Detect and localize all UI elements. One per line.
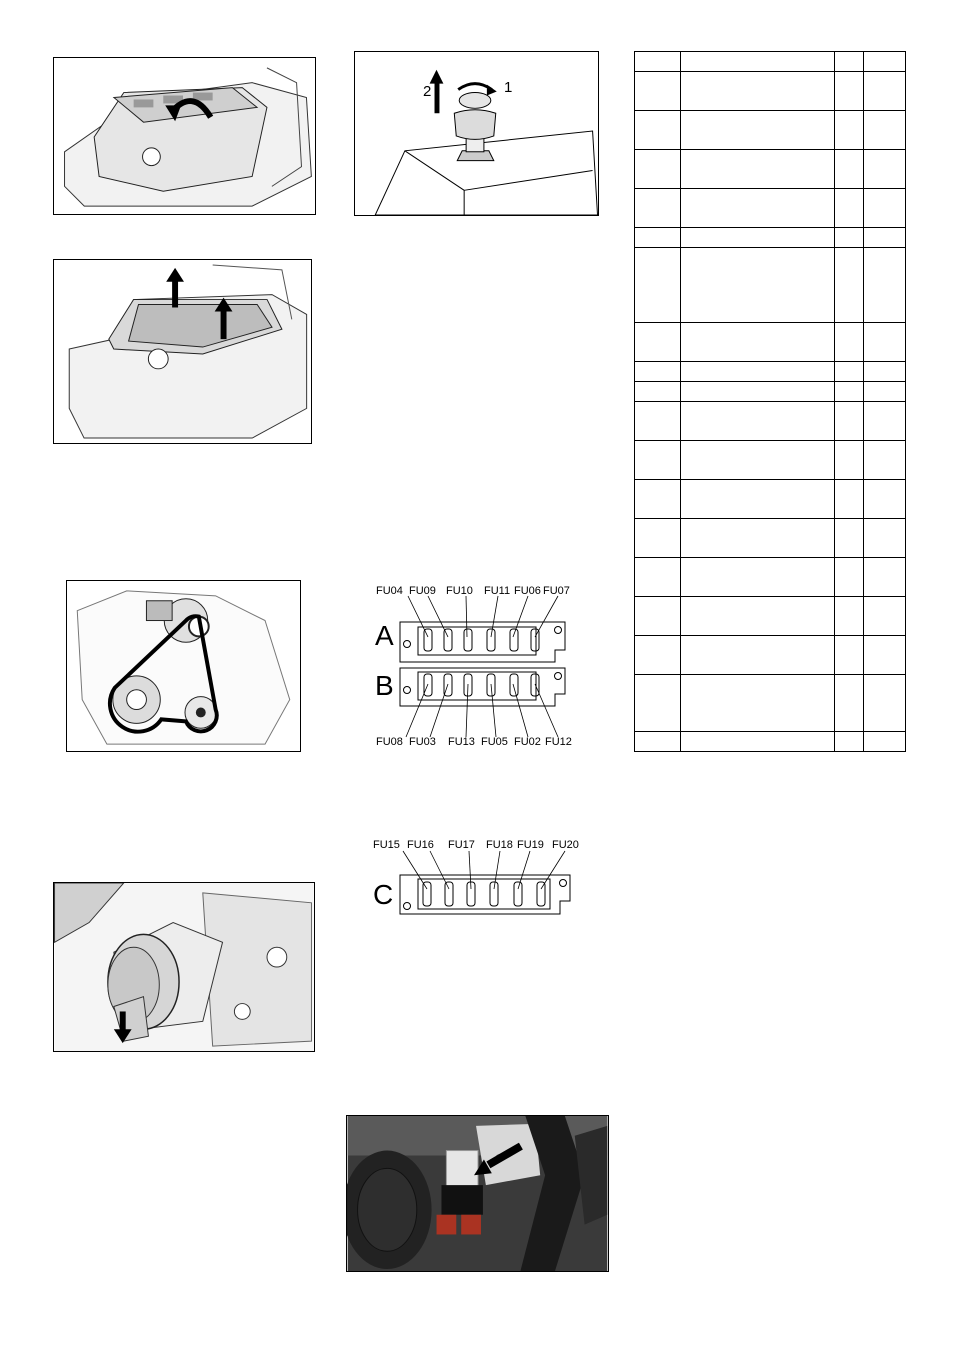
table-cell — [635, 558, 681, 597]
table-cell — [635, 519, 681, 558]
relay-photo-drawing — [347, 1116, 608, 1271]
table-cell — [635, 382, 681, 402]
step-2-label: 2 — [423, 83, 432, 100]
fuse-label: FU07 — [543, 585, 570, 597]
table-row — [635, 52, 906, 72]
fuse-label: FU09 — [409, 585, 436, 597]
fuse-label: FU02 — [514, 736, 541, 748]
step-1-label: 1 — [504, 79, 513, 96]
table-cell — [835, 72, 864, 111]
fuse-label: FU16 — [407, 839, 434, 851]
table-cell — [680, 441, 834, 480]
fuse-label: FU04 — [376, 585, 403, 597]
drive-belt-figure — [66, 580, 301, 752]
table-row — [635, 362, 906, 382]
table-row — [635, 72, 906, 111]
table-row — [635, 636, 906, 675]
table-cell — [864, 558, 906, 597]
table-cell — [635, 189, 681, 228]
table-row — [635, 111, 906, 150]
table-row — [635, 150, 906, 189]
table-cell — [635, 150, 681, 189]
table-cell — [680, 362, 834, 382]
air-filter-drawing — [54, 883, 314, 1051]
fuse-box-ab-diagram — [370, 582, 580, 752]
table-cell — [635, 636, 681, 675]
table-cell — [864, 441, 906, 480]
table-cell — [864, 72, 906, 111]
table-cell — [864, 52, 906, 72]
table-cell — [680, 519, 834, 558]
table-cell — [864, 732, 906, 752]
table-cell — [835, 111, 864, 150]
fuse-label: FU05 — [481, 736, 508, 748]
cabin-filter-removal-drawing — [54, 260, 311, 443]
table-cell — [680, 72, 834, 111]
fuse-label: FU03 — [409, 736, 436, 748]
table-row — [635, 441, 906, 480]
table-cell — [680, 636, 834, 675]
table-cell — [835, 248, 864, 323]
table-cell — [635, 732, 681, 752]
table-cell — [835, 675, 864, 732]
table-row — [635, 402, 906, 441]
table-cell — [835, 402, 864, 441]
table-cell — [680, 248, 834, 323]
fuse-label: FU19 — [517, 839, 544, 851]
table-cell — [680, 52, 834, 72]
table-cell — [680, 597, 834, 636]
fuse-row-b-letter: B — [375, 670, 394, 701]
cabin-filter-cover-figure — [53, 57, 316, 215]
table-cell — [835, 558, 864, 597]
table-cell — [864, 675, 906, 732]
fuse-label: FU10 — [446, 585, 473, 597]
table-row — [635, 228, 906, 248]
table-cell — [635, 441, 681, 480]
table-cell — [835, 480, 864, 519]
table-cell — [635, 248, 681, 323]
cabin-filter-removal-figure — [53, 259, 312, 444]
table-cell — [864, 150, 906, 189]
table-cell — [680, 111, 834, 150]
table-cell — [680, 558, 834, 597]
table-cell — [635, 111, 681, 150]
fuse-row-a-letter: A — [375, 620, 394, 651]
table-row — [635, 248, 906, 323]
table-row — [635, 323, 906, 362]
reservoir-cap-drawing — [355, 52, 598, 215]
fuse-label: FU18 — [486, 839, 513, 851]
table-cell — [635, 402, 681, 441]
fuse-label: FU20 — [552, 839, 579, 851]
table-row — [635, 558, 906, 597]
table-cell — [835, 597, 864, 636]
table-cell — [680, 189, 834, 228]
table-cell — [864, 228, 906, 248]
table-cell — [680, 480, 834, 519]
fuse-label: FU15 — [373, 839, 400, 851]
table-cell — [680, 402, 834, 441]
table-cell — [864, 480, 906, 519]
fuse-table — [634, 51, 906, 752]
table-cell — [835, 732, 864, 752]
fuse-label: FU13 — [448, 736, 475, 748]
cabin-filter-cover-drawing — [54, 58, 315, 214]
table-cell — [835, 189, 864, 228]
table-cell — [835, 52, 864, 72]
table-row — [635, 382, 906, 402]
fuse-label: FU12 — [545, 736, 572, 748]
table-cell — [680, 228, 834, 248]
table-row — [635, 732, 906, 752]
fuse-box-c-drawing — [370, 837, 580, 922]
table-cell — [635, 52, 681, 72]
table-cell — [635, 323, 681, 362]
table-cell — [835, 636, 864, 675]
table-cell — [635, 228, 681, 248]
table-cell — [835, 150, 864, 189]
table-cell — [680, 323, 834, 362]
table-cell — [864, 323, 906, 362]
fuse-box-c-diagram — [370, 837, 580, 922]
table-cell — [864, 189, 906, 228]
fuse-label: FU08 — [376, 736, 403, 748]
table-cell — [864, 636, 906, 675]
table-row — [635, 519, 906, 558]
fuse-label: FU17 — [448, 839, 475, 851]
table-row — [635, 597, 906, 636]
table-cell — [864, 402, 906, 441]
fuse-label: FU11 — [484, 585, 511, 597]
table-cell — [864, 111, 906, 150]
table-cell — [835, 441, 864, 480]
table-cell — [680, 382, 834, 402]
table-cell — [680, 675, 834, 732]
table-cell — [835, 362, 864, 382]
drive-belt-drawing — [67, 581, 300, 751]
table-cell — [864, 519, 906, 558]
table-cell — [635, 362, 681, 382]
table-cell — [635, 480, 681, 519]
table-cell — [864, 382, 906, 402]
air-filter-figure — [53, 882, 315, 1052]
table-cell — [635, 597, 681, 636]
table-cell — [635, 72, 681, 111]
reservoir-cap-figure — [354, 51, 599, 216]
table-cell — [864, 597, 906, 636]
table-cell — [835, 323, 864, 362]
table-cell — [680, 732, 834, 752]
table-cell — [835, 382, 864, 402]
table-row — [635, 189, 906, 228]
fuse-row-c-letter: C — [373, 879, 394, 910]
table-cell — [835, 519, 864, 558]
fuse-box-ab-drawing — [370, 582, 580, 752]
table-cell — [864, 248, 906, 323]
table-row — [635, 675, 906, 732]
table-cell — [635, 675, 681, 732]
table-cell — [835, 228, 864, 248]
fuse-label: FU06 — [514, 585, 541, 597]
table-row — [635, 480, 906, 519]
table-cell — [680, 150, 834, 189]
table-cell — [864, 362, 906, 382]
relay-photo-figure — [346, 1115, 609, 1272]
